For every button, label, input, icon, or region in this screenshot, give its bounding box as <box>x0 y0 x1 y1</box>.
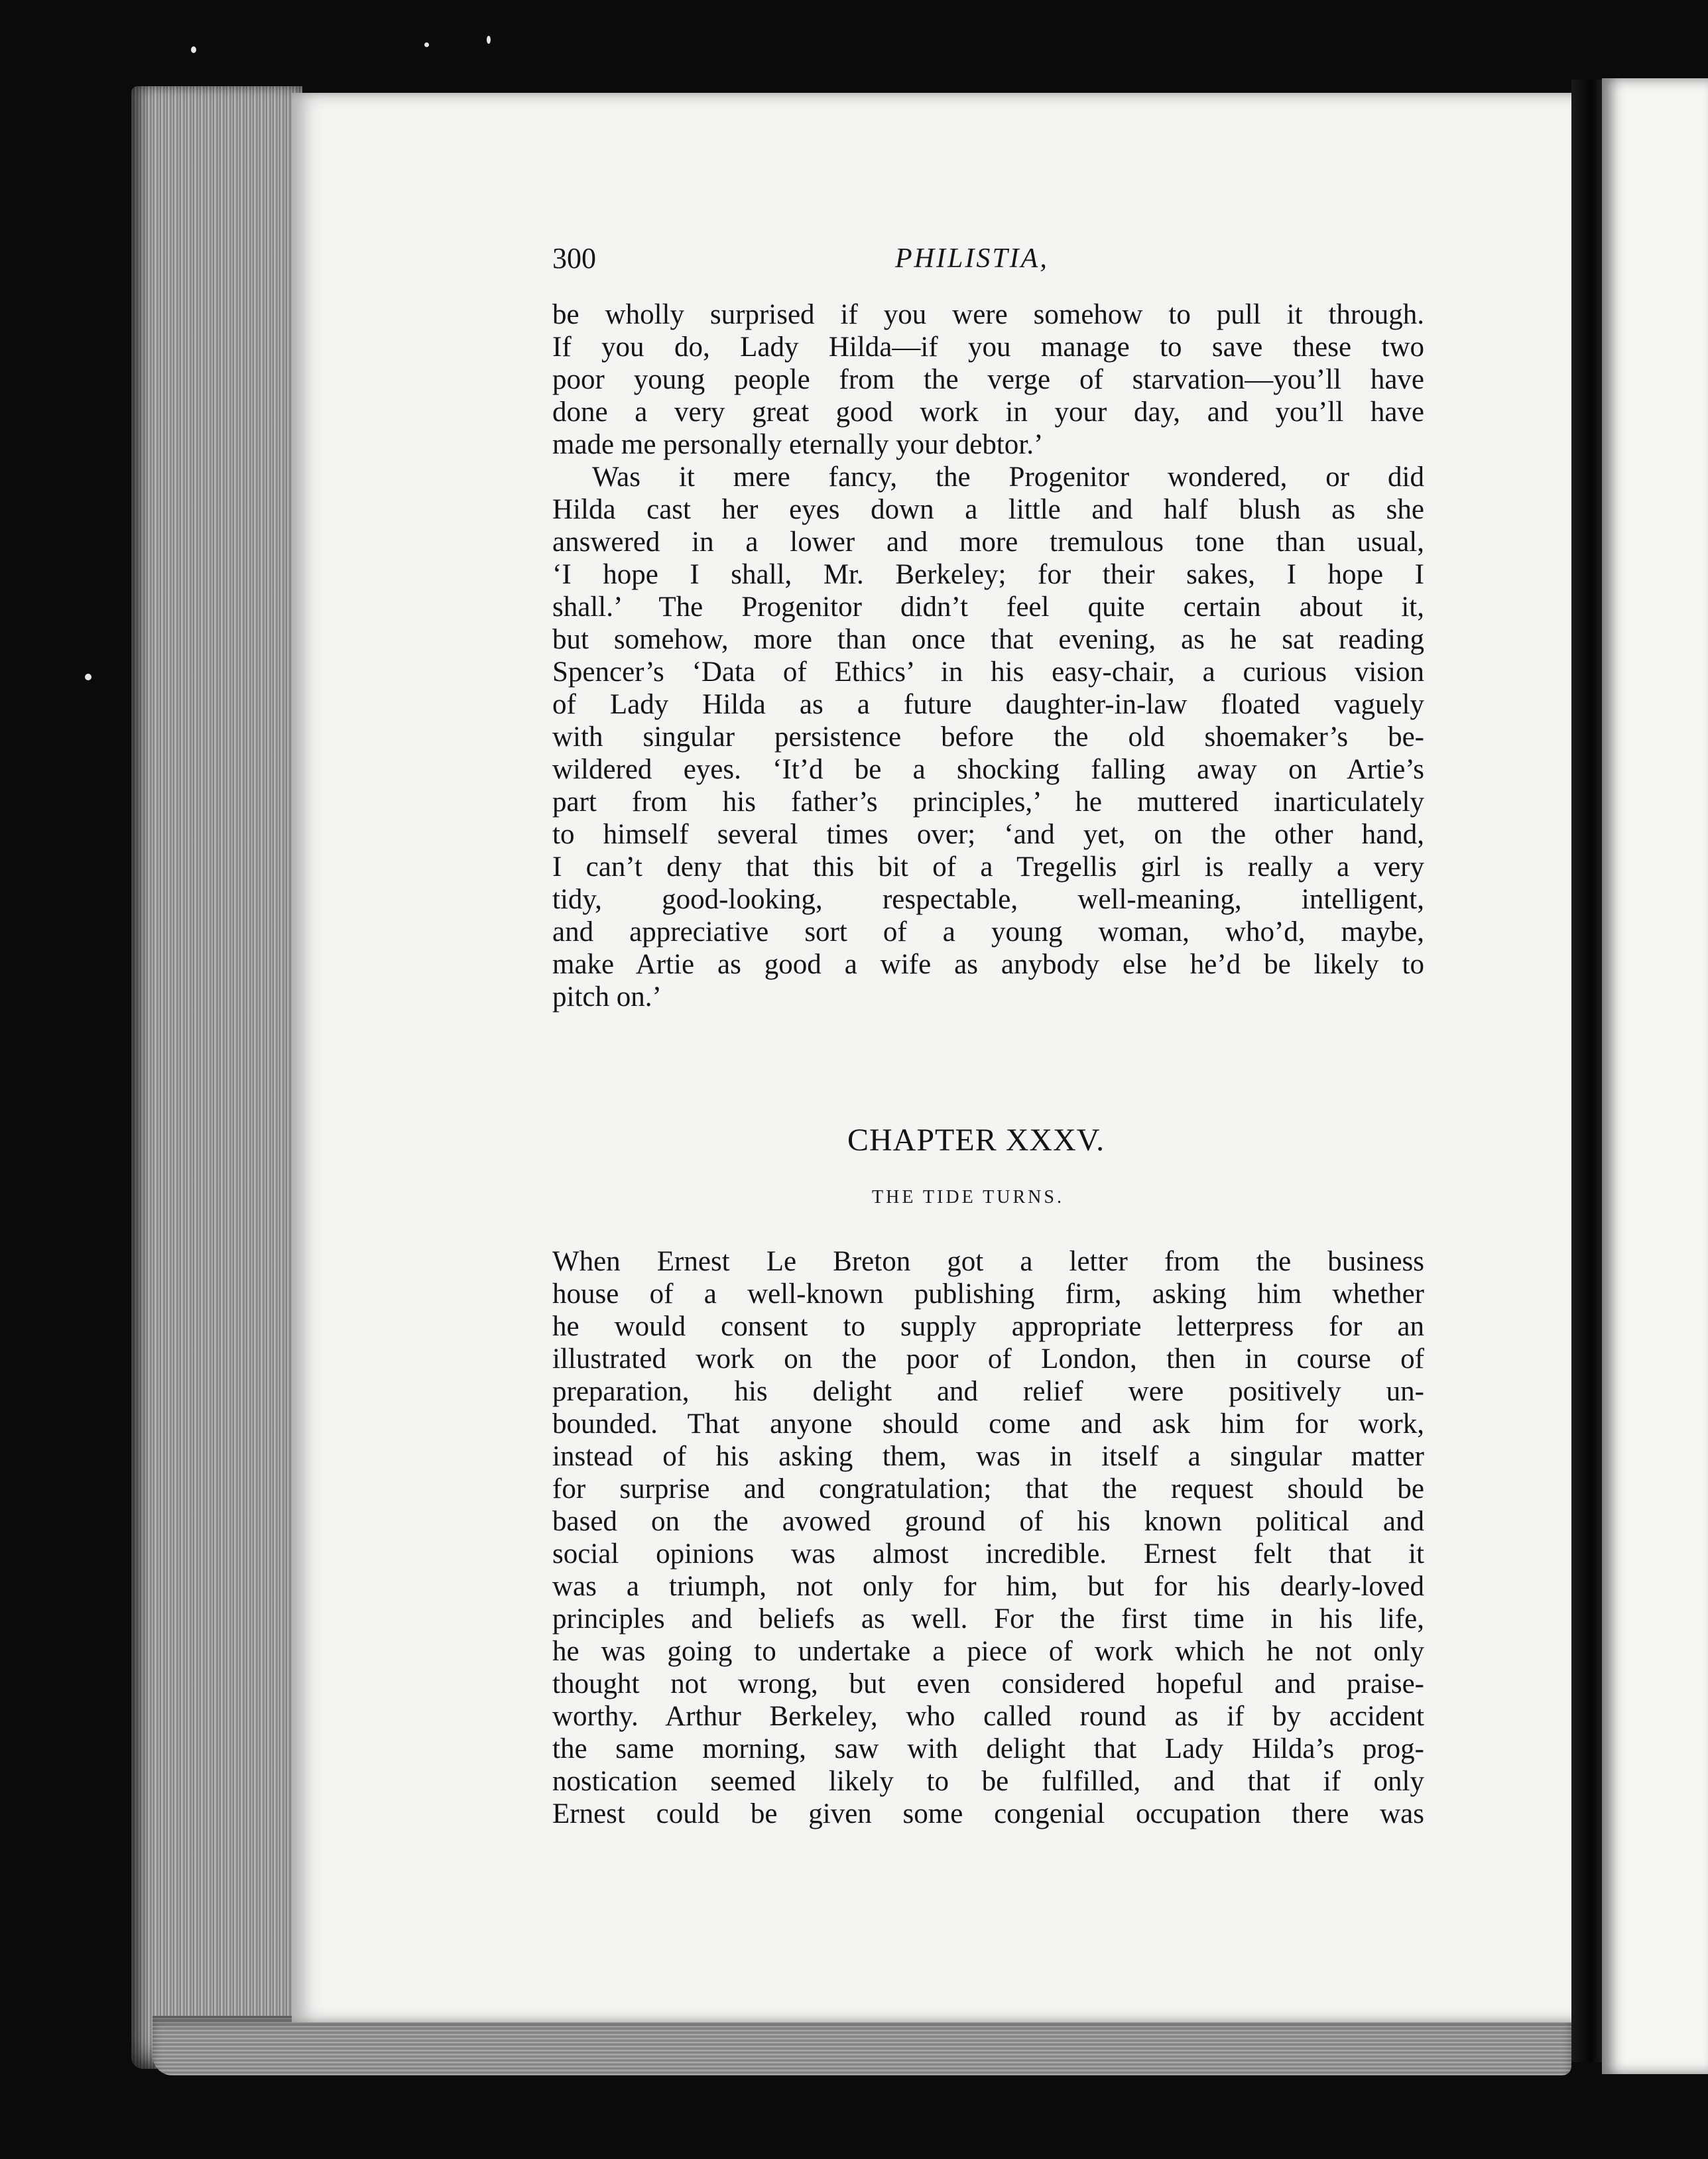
text-line: with singular persistence before the old shoemaker’s be- <box>552 721 1424 753</box>
text-line: instead of his asking them, was in itself a singular matter <box>552 1441 1424 1472</box>
running-head <box>552 239 1428 278</box>
text-line: preparation, his delight and relief were positively un- <box>552 1376 1424 1407</box>
running-title: PHILISTIA, <box>895 243 1049 274</box>
text-line: Was it mere fancy, the Progenitor wondered, or did <box>592 462 1424 493</box>
text-line: wildered eyes. ‘It’d be a shocking falling away on Artie’s <box>552 754 1424 785</box>
continuation-text <box>552 298 1424 1013</box>
text-line: to himself several times over; ‘and yet, on the other hand, <box>552 819 1424 850</box>
text-line: poor young people from the verge of starvation—you’ll have <box>552 364 1424 395</box>
text-line: Ernest could be given some congenial occupation there was <box>552 1798 1424 1829</box>
text-line: was a triumph, not only for him, but for his dearly-loved <box>552 1571 1424 1602</box>
text-line: nostication seemed likely to be fulfilled, and that if only <box>552 1766 1424 1797</box>
facing-page-edge <box>1602 78 1708 2074</box>
text-line: worthy. Arthur Berkeley, who called round as if by accident <box>552 1701 1424 1732</box>
text-line: When Ernest Le Breton got a letter from the business <box>552 1246 1424 1277</box>
text-line: Hilda cast her eyes down a little and half blush as she <box>552 494 1424 525</box>
text-line: he was going to undertake a piece of work which he not only <box>552 1636 1424 1667</box>
scan-speck <box>487 36 491 44</box>
text-line: part from his father’s principles,’ he muttered inarticulately <box>552 786 1424 818</box>
book-gutter <box>1571 80 1605 2062</box>
book-page-edges <box>131 86 302 2069</box>
text-line: thought not wrong, but even considered hopeful and praise- <box>552 1668 1424 1699</box>
text-line: but somehow, more than once that evening, as he sat reading <box>552 624 1424 655</box>
text-line: house of a well-known publishing firm, asking him whether <box>552 1278 1424 1310</box>
text-line: tidy, good-looking, respectable, well-meaning, intelligent, <box>552 884 1424 915</box>
text-line: of Lady Hilda as a future daughter-in-law floated vaguely <box>552 689 1424 720</box>
text-line: make Artie as good a wife as anybody else he’d be likely to <box>552 949 1424 980</box>
text-line: done a very great good work in your day, and you’ll have <box>552 397 1424 428</box>
text-line: pitch on.’ <box>552 981 662 1013</box>
text-line: and appreciative sort of a young woman, who’d, maybe, <box>552 916 1424 948</box>
chapter-text <box>552 1245 1424 1830</box>
book-bottom-edges <box>152 2016 1571 2075</box>
text-line: be wholly surprised if you were somehow to pull it through. <box>552 299 1424 330</box>
text-line: principles and beliefs as well. For the first time in his life, <box>552 1603 1424 1635</box>
text-line: the same morning, saw with delight that Lady Hilda’s prog- <box>552 1733 1424 1764</box>
text-line: for surprise and congratulation; that the request should be <box>552 1473 1424 1505</box>
scan-speck <box>191 46 196 53</box>
page-number: 300 <box>552 242 596 275</box>
text-line: based on the avowed ground of his known political and <box>552 1506 1424 1537</box>
text-line: social opinions was almost incredible. Ernest felt that it <box>552 1538 1424 1570</box>
text-line: answered in a lower and more tremulous tone than usual, <box>552 526 1424 558</box>
scan-speck <box>424 42 429 47</box>
chapter-subtitle: THE TIDE TURNS. <box>872 1187 1064 1207</box>
text-line: illustrated work on the poor of London, then in course of <box>552 1343 1424 1375</box>
text-line: made me personally eternally your debtor.’ <box>552 429 1044 460</box>
chapter-heading: CHAPTER XXXV. <box>847 1123 1105 1158</box>
text-line: shall.’ The Progenitor didn’t feel quite certain about it, <box>552 591 1424 623</box>
text-line: If you do, Lady Hilda—if you manage to save these two <box>552 332 1424 363</box>
text-line: bounded. That anyone should come and ask him for work, <box>552 1408 1424 1440</box>
text-line: he would consent to supply appropriate letterpress for an <box>552 1311 1424 1342</box>
text-line: ‘I hope I shall, Mr. Berkeley; for their sakes, I hope I <box>552 559 1424 590</box>
text-line: I can’t deny that this bit of a Tregellis girl is really a very <box>552 851 1424 883</box>
text-line: Spencer’s ‘Data of Ethics’ in his easy-chair, a curious vision <box>552 656 1424 688</box>
scan-speck <box>85 674 91 680</box>
